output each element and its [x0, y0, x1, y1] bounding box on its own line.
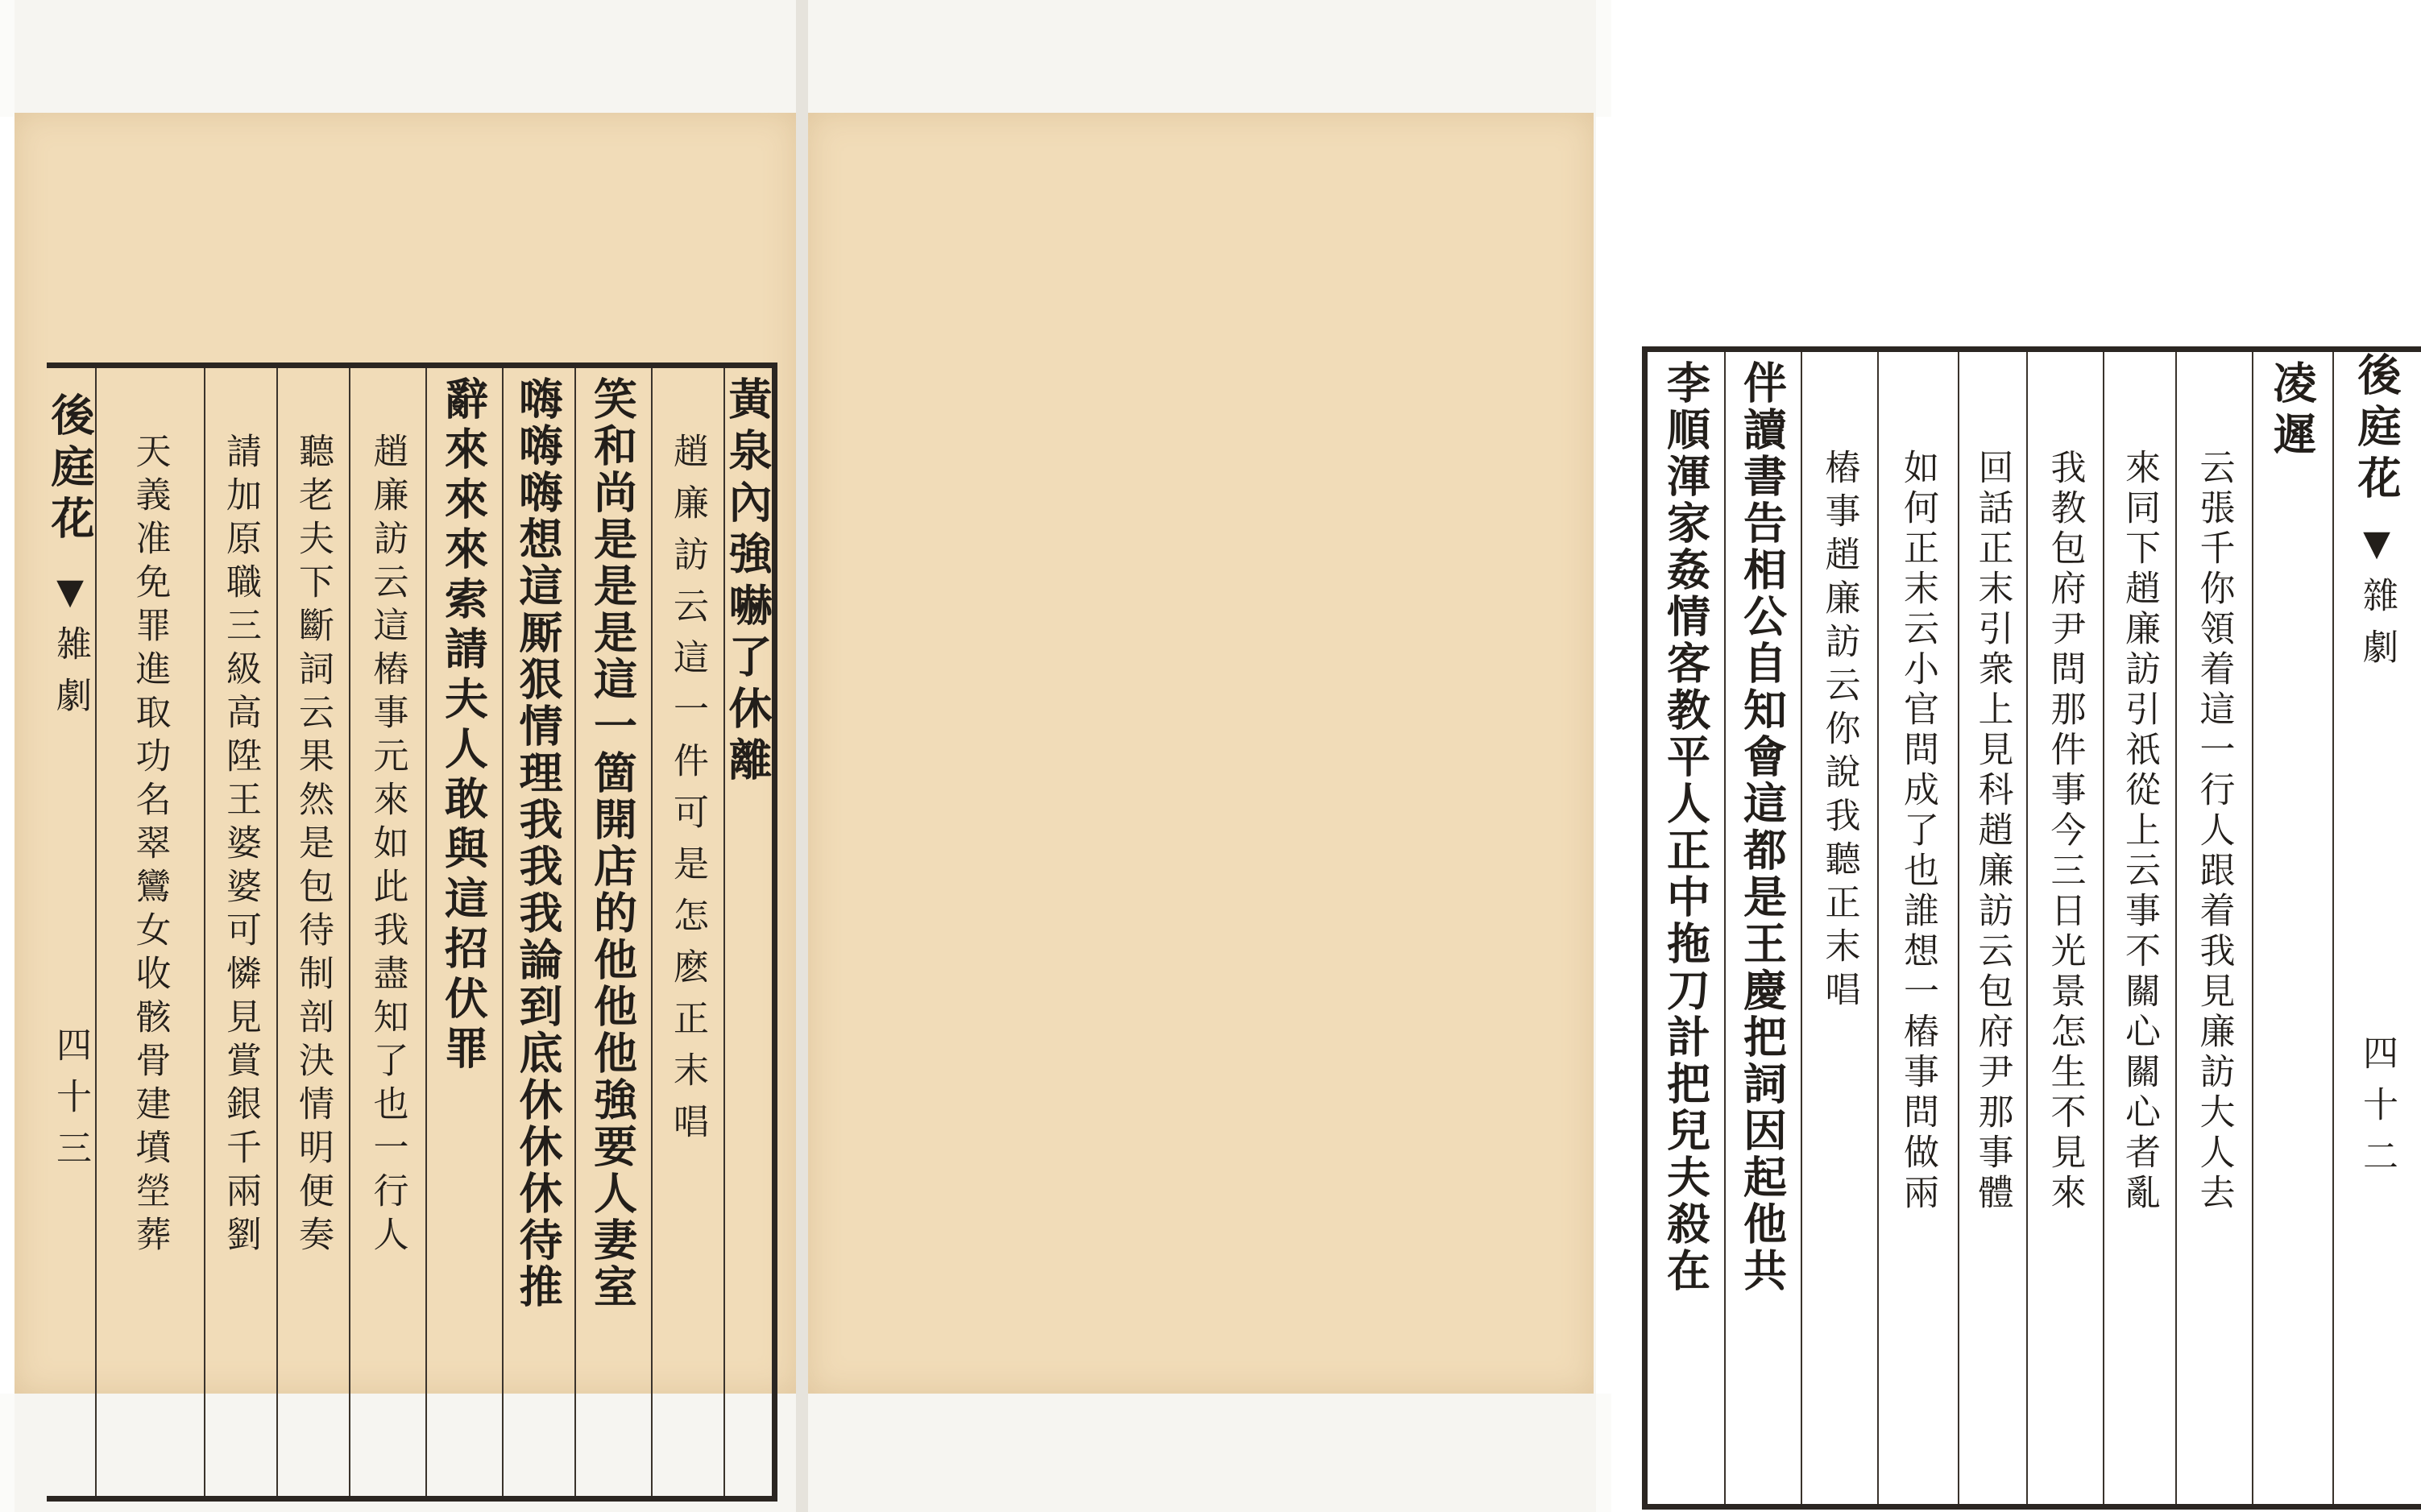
text-column	[204, 368, 276, 1496]
text-column	[2103, 352, 2175, 1504]
column-text: 云張千你領着這一行人跟着我見廉訪大人去	[2193, 449, 2235, 1214]
column-text: 笑和尚是是是這一箇開店的他他他強要人妻室	[587, 376, 639, 1311]
right-margin-title: 後庭花	[2351, 352, 2402, 507]
left-margin-page-number: 四十三	[50, 1026, 91, 1181]
left-margin-column	[44, 368, 96, 1496]
column-text: 凌遲	[2266, 360, 2318, 463]
text-column	[502, 368, 574, 1496]
text-column	[95, 368, 204, 1496]
text-column	[651, 368, 723, 1496]
left-margin-title: 後庭花	[44, 392, 96, 547]
column-text: 回話正末引衆上見科趙廉訪云包府尹那事體	[1971, 449, 2013, 1214]
right-leaf	[808, 113, 2402, 1394]
column-text: 來同下趙廉訪引祇從上云事不關心關心者亂	[2119, 449, 2160, 1214]
text-column	[723, 368, 772, 1496]
column-text: 聽老夫下斷詞云果然是包待制剖決情明便奏	[292, 433, 334, 1259]
text-column	[2026, 352, 2103, 1504]
text-column	[1958, 352, 2026, 1504]
left-print-frame	[44, 362, 777, 1502]
column-text: 樁事趙廉訪云你說我聽正末唱	[1818, 449, 1860, 1014]
left-leaf	[15, 113, 796, 1394]
text-column	[2175, 352, 2252, 1504]
text-column	[2252, 352, 2332, 1504]
text-column	[574, 368, 651, 1496]
column-text: 我教包府尹問那件事今三日光景怎生不見來	[2044, 449, 2086, 1214]
text-column	[1648, 352, 1724, 1504]
column-text: 黃泉內強嚇了休離	[722, 376, 773, 789]
column-rule	[2332, 352, 2334, 1504]
fish-tail-mark: ▼	[49, 571, 91, 617]
column-text: 天義准免罪進取功名翠鸞女收骸骨建墳塋葬	[129, 433, 171, 1259]
column-text: 如何正末云小官問成了也誰想一樁事問做兩	[1897, 449, 1938, 1214]
column-text: 辭來來來索請夫人敢與這招伏罪	[437, 376, 490, 1075]
book-gutter	[796, 0, 808, 1512]
right-margin-subtitle: 雜劇	[2357, 577, 2398, 680]
right-margin-page-number: 四十二	[2357, 1034, 2398, 1189]
right-margin-column	[2336, 352, 2417, 1504]
text-column	[276, 368, 349, 1496]
column-text: 請加原職三級高陞王婆婆可憐見賞銀千兩劉	[220, 433, 261, 1259]
left-margin-subtitle: 雑劇	[50, 625, 91, 728]
column-text: 趙廉訪云這樁事元來如此我盡知了也一行人	[367, 433, 408, 1259]
text-column	[1724, 352, 1801, 1504]
text-column	[425, 368, 502, 1496]
text-column	[1801, 352, 1877, 1504]
column-text: 李順渾家姦情客教平人正中拖刀計把兒夫殺在	[1660, 360, 1712, 1295]
column-text: 伴讀書告相公自知會這都是王慶把詞因起他共	[1736, 360, 1789, 1295]
text-column	[1877, 352, 1958, 1504]
right-print-frame	[1642, 346, 2421, 1510]
column-text: 趙廉訪云這一件可是怎麽正末唱	[667, 433, 708, 1154]
column-text: 嗨嗨嗨想這厮狠情理我我我論到底休休休待推	[512, 376, 564, 1311]
text-column	[349, 368, 425, 1496]
fish-tail-mark: ▼	[2356, 523, 2398, 569]
